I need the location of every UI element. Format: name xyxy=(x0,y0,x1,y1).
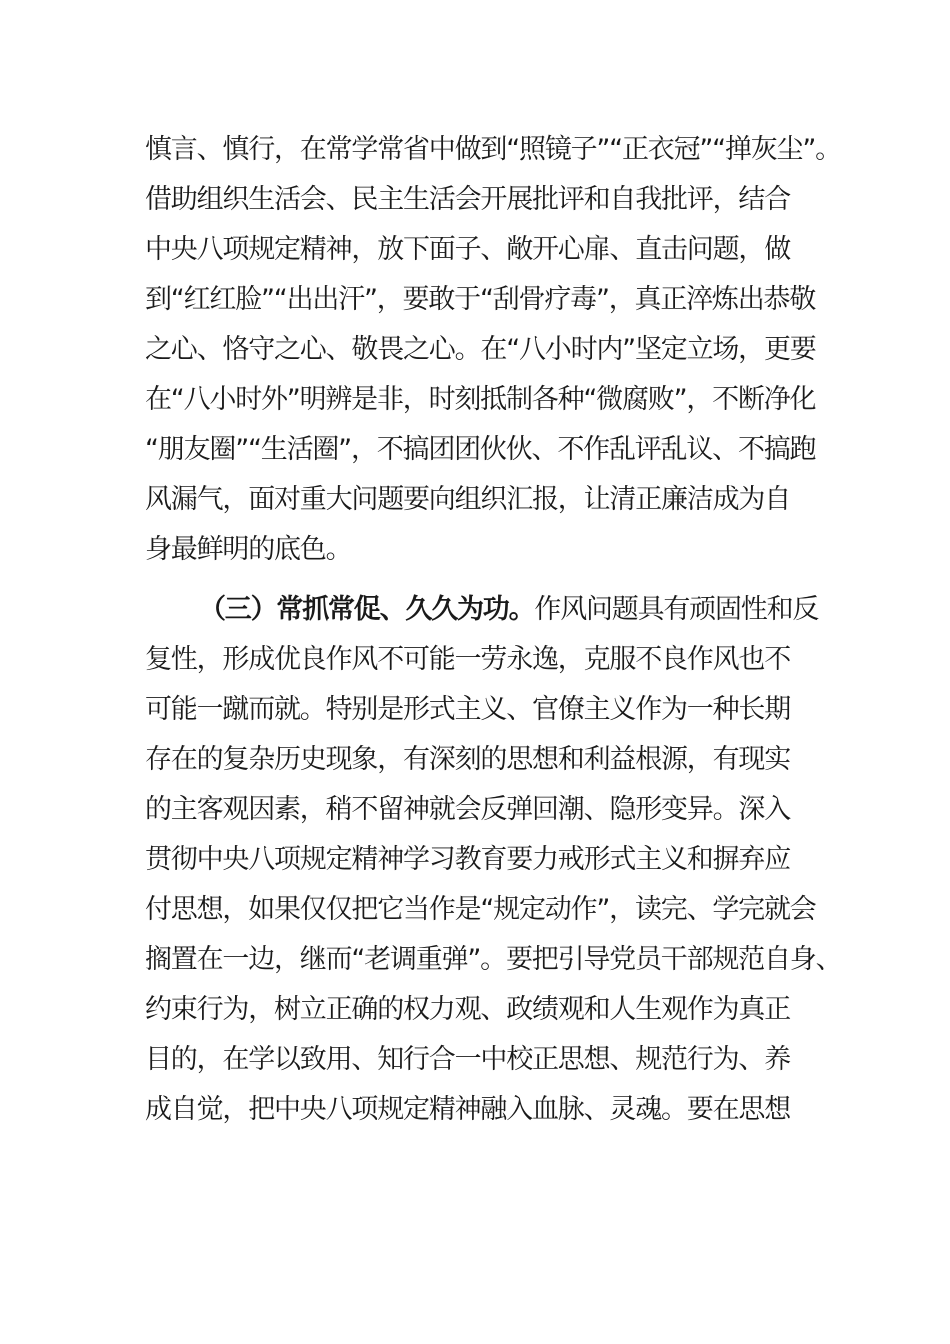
text-line: 之心、恪守之心、敬畏之心。在“八小时内”坚定立场，更要 xyxy=(145,334,816,365)
text-line: 风漏气，面对重大问题要向组织汇报，让清正廉洁成为自 xyxy=(145,484,790,515)
text-line: 可能一蹴而就。特别是形式主义、官僚主义作为一种长期 xyxy=(145,694,790,725)
paragraph-spacer xyxy=(145,575,810,585)
text-line: 身最鲜明的底色。 xyxy=(145,534,352,565)
paragraph-2 xyxy=(145,585,842,1135)
text-line: 的主客观因素，稍不留神就会反弹回潮、隐形变异。深入 xyxy=(145,794,790,825)
text-line: 约束行为，树立正确的权力观、政绩观和人生观作为真正 xyxy=(145,994,790,1025)
text-line: 到“红红脸”“出出汗”，要敢于“刮骨疗毒”，真正淬炼出恭敬 xyxy=(145,284,816,315)
text-line: 在“八小时外”明辨是非，时刻抵制各种“微腐败”，不断净化 xyxy=(145,384,816,415)
first-line-text: 作风问题具有顽固性和反 xyxy=(534,594,819,625)
document-body xyxy=(145,125,842,1135)
text-line: 借助组织生活会、民主生活会开展批评和自我批评，结合 xyxy=(145,184,790,215)
text-line: 目的，在学以致用、知行合一中校正思想、规范行为、养 xyxy=(145,1044,790,1075)
text-line: 中央八项规定精神，放下面子、敞开心扉、直击问题，做 xyxy=(145,234,790,265)
paragraph-first-line xyxy=(145,585,819,635)
text-line: “朋友圈”“生活圈”，不搞团团伙伙、不作乱评乱议、不搞跑 xyxy=(145,434,816,465)
text-line: 贯彻中央八项规定精神学习教育要力戒形式主义和摒弃应 xyxy=(145,844,790,875)
text-line: 付思想，如果仅仅把它当作是“规定动作”，读完、学完就会 xyxy=(145,894,816,925)
text-line: 复性，形成优良作风不可能一劳永逸，克服不良作风也不 xyxy=(145,644,790,675)
text-line: 慎言、慎行，在常学常省中做到“照镜子”“正衣冠”“掸灰尘”。 xyxy=(145,134,841,165)
paragraph-1 xyxy=(145,125,841,575)
text-line: 存在的复杂历史现象，有深刻的思想和利益根源，有现实 xyxy=(145,744,790,775)
section-heading: （三）常抓常促、久久为功。 xyxy=(199,594,535,625)
text-line: 成自觉，把中央八项规定精神融入血脉、灵魂。要在思想 xyxy=(145,1094,790,1125)
text-line: 搁置在一边，继而“老调重弹”。要把引导党员干部规范自身、 xyxy=(145,944,842,975)
